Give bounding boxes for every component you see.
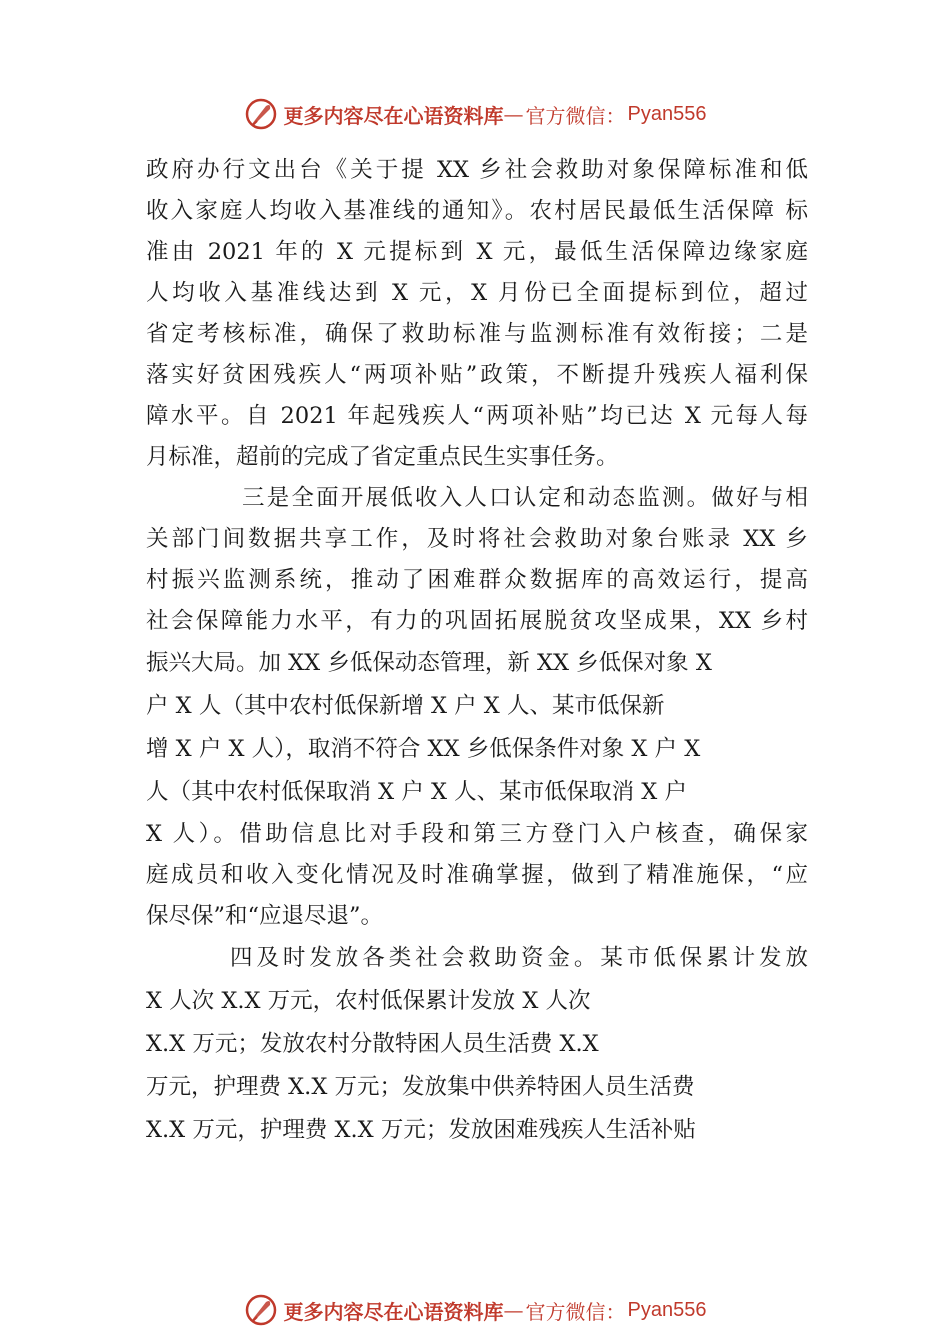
body-line-18: 庭成员和收入变化情况及时准确掌握，做到了精准施保，“应 bbox=[146, 862, 808, 888]
body-line-24: X.X 万元，护理费 X.X 万元；发放困难残疾人生活补贴 bbox=[146, 1117, 696, 1143]
banner-main-text: 更多内容尽在心语资料库 bbox=[283, 103, 504, 128]
banner-separator: — bbox=[503, 102, 524, 126]
body-line-2: 收入家庭人均收入基准线的通知》。农村居民最低生活保障 标 bbox=[146, 198, 808, 224]
body-line-22: X.X 万元；发放农村分散特困人员生活费 X.X bbox=[146, 1031, 599, 1057]
body-line-16: 人（其中农村低保取消 X 户 X 人、某市低保取消 X 户 bbox=[146, 779, 687, 805]
footer-wechat-id: Pyan556 bbox=[627, 1298, 707, 1321]
header-banner bbox=[0, 94, 950, 134]
body-line-21: X 人次 X.X 万元，农村低保累计发放 X 人次 bbox=[146, 988, 591, 1014]
footer-main-text: 更多内容尽在心语资料库 bbox=[283, 1299, 504, 1324]
banner-wechat-label: 官方微信： bbox=[525, 103, 626, 128]
quill-pen-logo-icon bbox=[244, 97, 278, 131]
footer-banner bbox=[0, 1290, 950, 1330]
body-line-7: 障水平。自 2021 年起残疾人“两项补贴”均已达 X 元每人每 bbox=[146, 403, 808, 429]
body-line-8: 月标准，超前的完成了省定重点民生实事任务。 bbox=[146, 444, 619, 470]
footer-separator: — bbox=[503, 1298, 524, 1322]
body-line-20: 四及时发放各类社会救助资金。某市低保累计发放 bbox=[230, 945, 808, 971]
body-line-9: 三是全面开展低收入人口认定和动态监测。做好与相 bbox=[242, 485, 808, 511]
body-line-3: 准由 2021 年的 X 元提标到 X 元，最低生活保障边缘家庭 bbox=[146, 239, 808, 265]
banner-wechat-id: Pyan556 bbox=[627, 102, 707, 125]
quill-pen-logo-icon bbox=[244, 1293, 278, 1327]
body-line-15: 增 X 户 X 人），取消不符合 XX 乡低保条件对象 X 户 X bbox=[146, 736, 701, 762]
body-line-10: 关部门间数据共享工作，及时将社会救助对象台账录 XX 乡 bbox=[146, 526, 808, 552]
body-line-13: 振兴大局。加 XX 乡低保动态管理，新 XX 乡低保对象 X bbox=[146, 650, 712, 676]
body-line-11: 村振兴监测系统，推动了困难群众数据库的高效运行，提高 bbox=[146, 567, 808, 593]
body-line-17: X 人）。借助信息比对手段和第三方登门入户核查，确保家 bbox=[146, 821, 808, 847]
body-line-6: 落实好贫困残疾人“两项补贴”政策，不断提升残疾人福利保 bbox=[146, 362, 808, 388]
body-line-19: 保尽保”和“应退尽退”。 bbox=[146, 903, 384, 929]
footer-wechat-label: 官方微信： bbox=[525, 1299, 626, 1324]
document-body bbox=[146, 150, 808, 1152]
body-line-14: 户 X 人（其中农村低保新增 X 户 X 人、某市低保新 bbox=[146, 693, 665, 719]
body-line-5: 省定考核标准，确保了救助标准与监测标准有效衔接；二是 bbox=[146, 321, 808, 347]
body-line-4: 人均收入基准线达到 X 元，X 月份已全面提标到位，超过 bbox=[146, 280, 808, 306]
body-line-23: 万元，护理费 X.X 万元；发放集中供养特困人员生活费 bbox=[146, 1074, 695, 1100]
body-line-12: 社会保障能力水平，有力的巩固拓展脱贫攻坚成果，XX 乡村 bbox=[146, 608, 808, 634]
body-line-1: 政府办行文出台《关于提 XX 乡社会救助对象保障标准和低 bbox=[146, 157, 808, 183]
